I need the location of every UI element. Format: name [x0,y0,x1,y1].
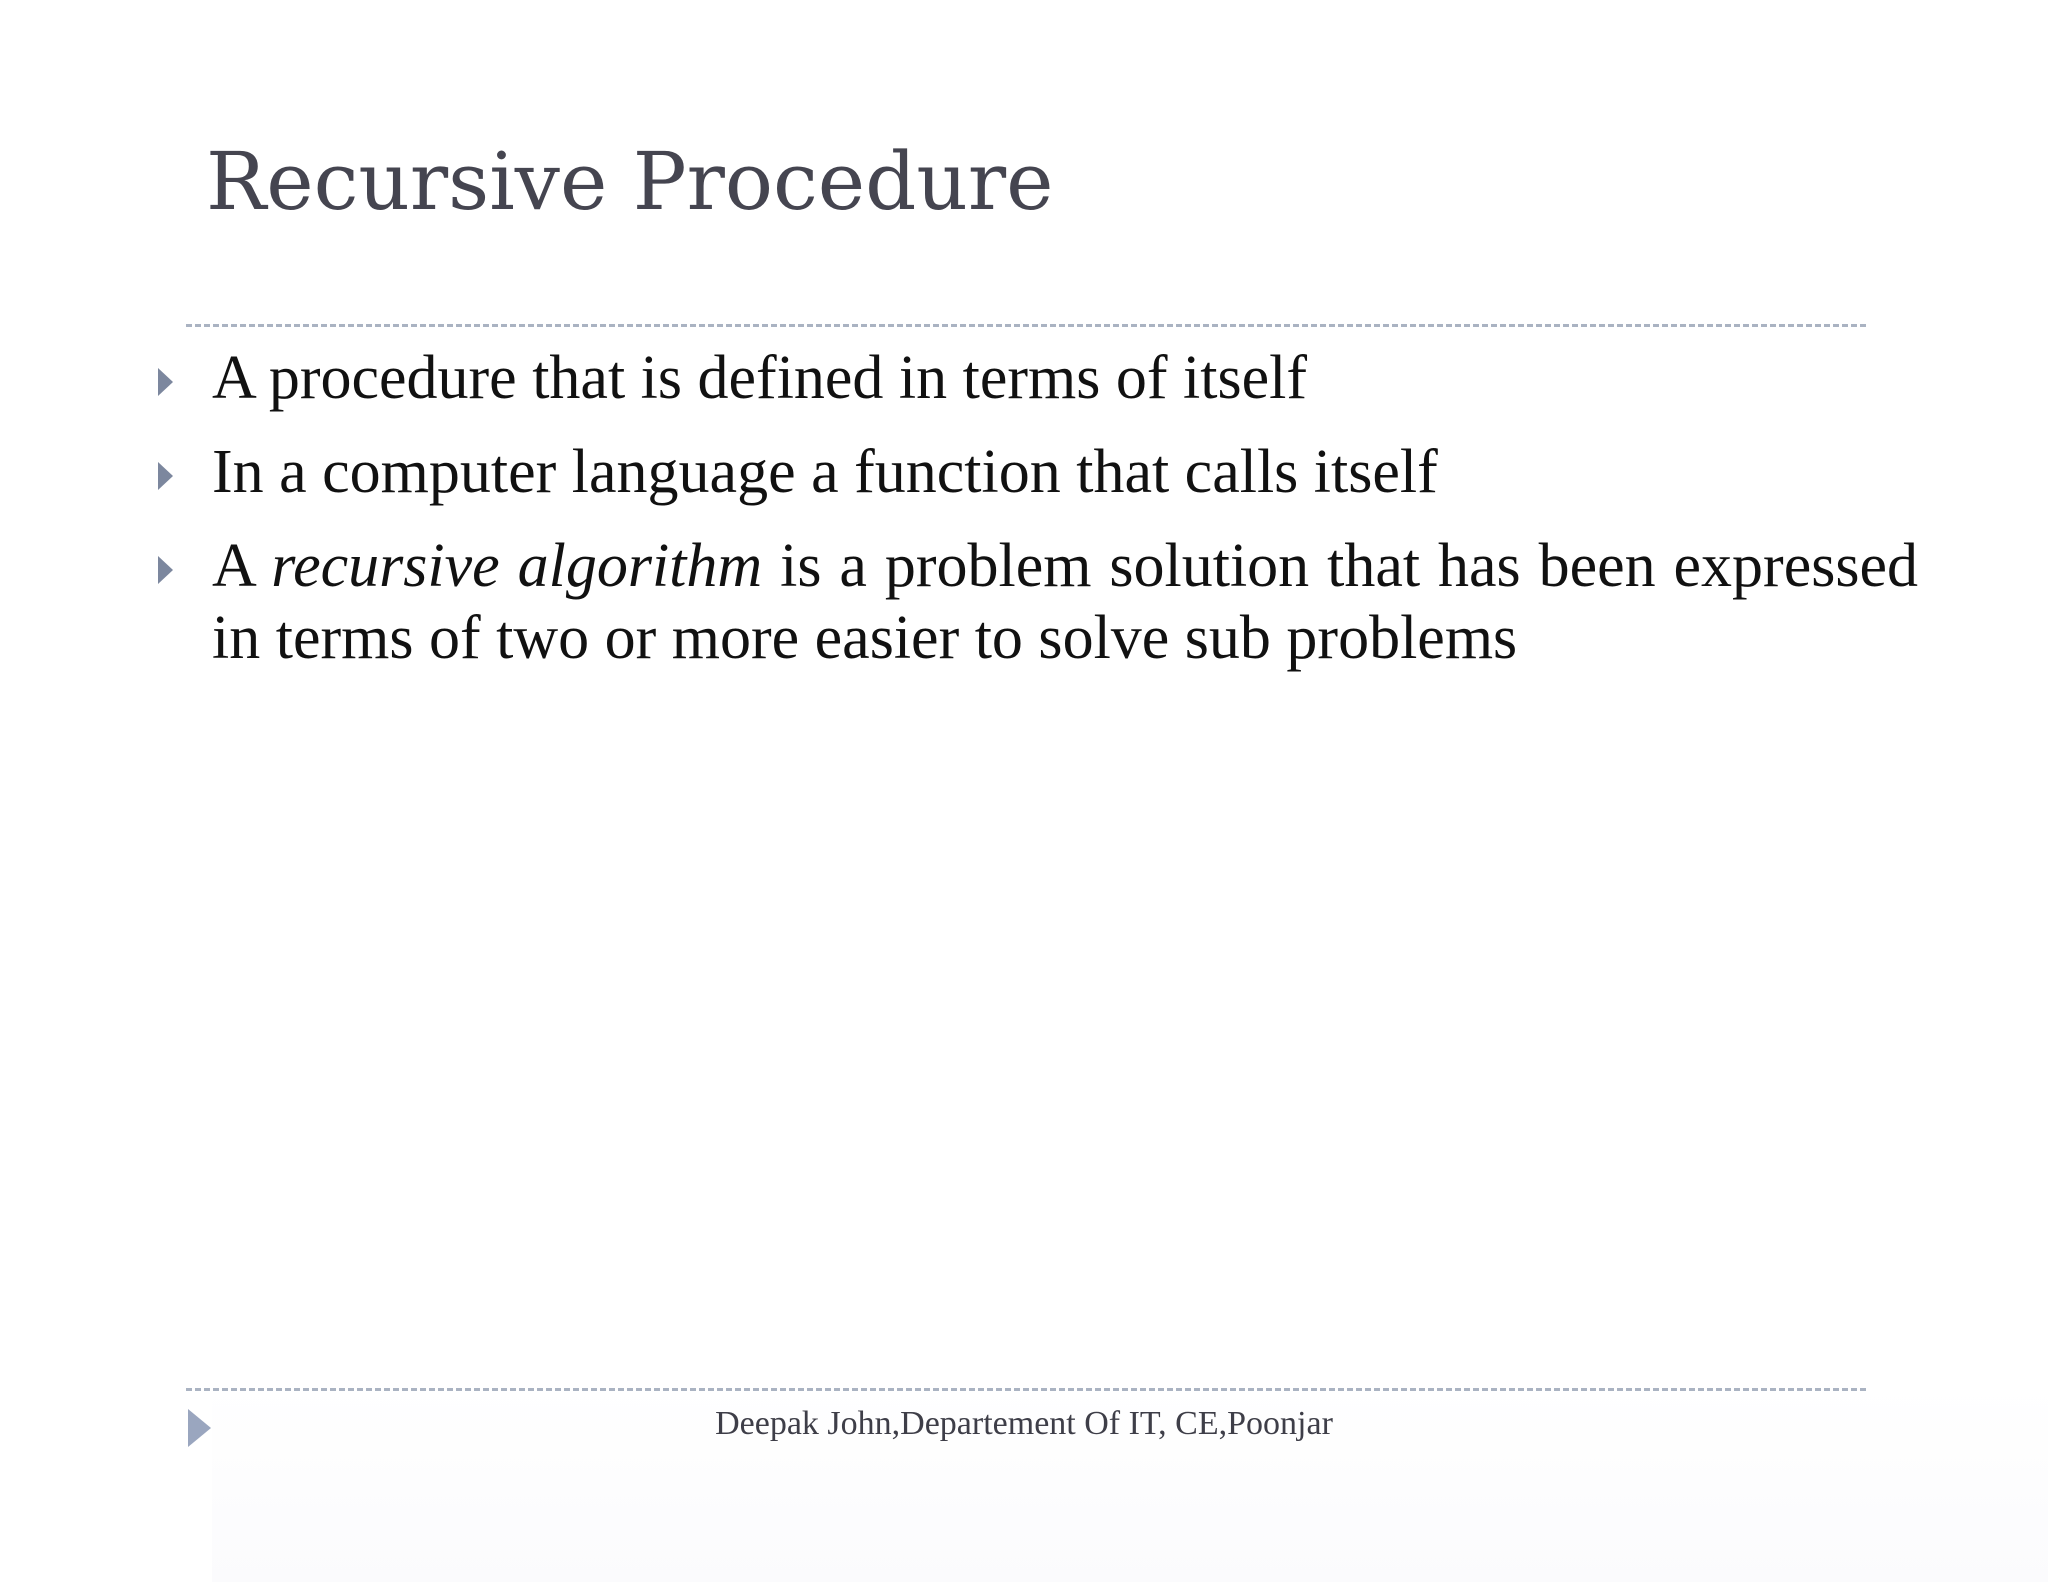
footer-text: Deepak John,Departement Of IT, CE,Poonjar [715,1405,1333,1442]
bullet-triangle-icon [158,556,173,584]
bullet-triangle-icon [158,368,173,396]
bullet-text-prefix: A [212,532,272,600]
bullet-item [212,342,1918,414]
footer-divider [186,1388,1866,1391]
title-divider [186,324,1866,327]
bullet-triangle-icon [158,462,173,490]
bullet-text-suffix: is a problem solution that has been expressed in terms of two or more easier to solve sub problems [212,532,1918,672]
slide-title: Recursive Procedure [206,135,1054,228]
bullet-item [212,436,1918,508]
bullet-text: In a computer language a function that calls itself [212,438,1438,506]
bullet-text: A procedure that is defined in terms of itself [212,344,1308,412]
bullet-list [212,342,1918,696]
bullet-term-italic: recursive algorithm [271,532,763,600]
bullet-item [212,530,1918,674]
